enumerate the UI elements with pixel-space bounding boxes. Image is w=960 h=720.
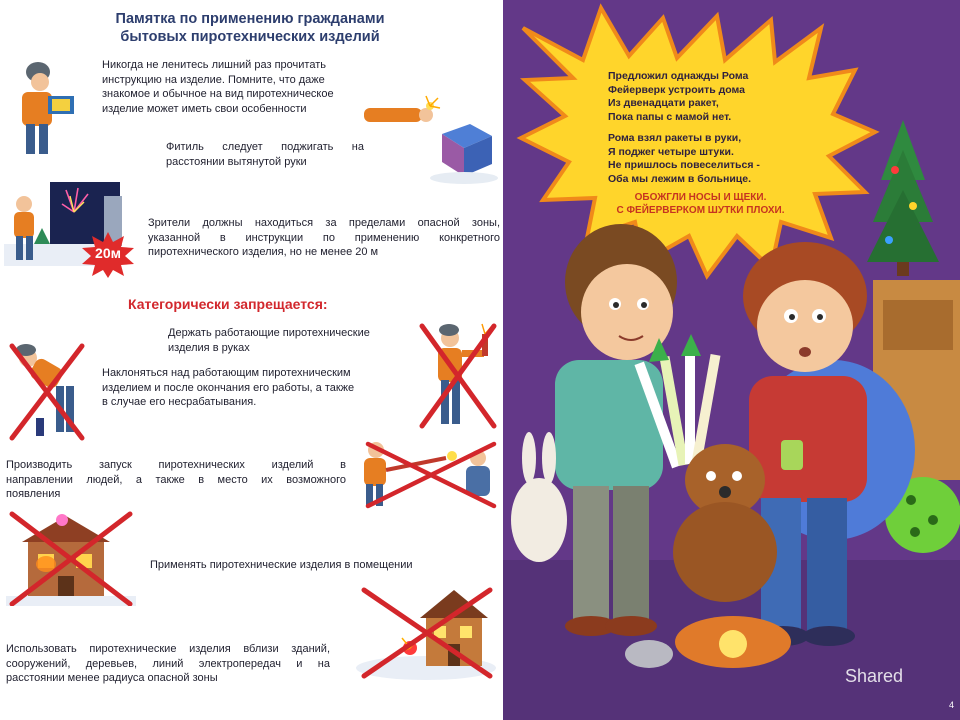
ban-indoor-use: Применять пиротехнические изделия в помещении: [150, 559, 413, 571]
rule-fuse-distance: Фитиль следует поджигать на расстоянии вытянутой руки: [166, 141, 364, 168]
poem-poster: [503, 0, 960, 720]
ban-leaning-over: Наклоняться над работающим пиротехническим изделием и после окончания его работы, а также в случае его несрабатывания.: [102, 367, 355, 408]
watermark: Shared: [845, 666, 904, 686]
rule-safe-distance: Зрители должны находиться за пределами опасной зоны, указанной в инструкции по применению конкретного пиротехнического изделия, но не менее 20 м: [148, 217, 500, 258]
poem-moral: ОБОЖГЛИ НОСЫ И ЩЕКИ. С ФЕЙЕРВЕРКОМ ШУТКИ ПЛОХИ.: [616, 192, 785, 216]
memo-title: Памятка по применению гражданами бытовых пиротехнических изделий: [115, 11, 385, 45]
leaning-over-firework-crossed-illustration: [6, 332, 88, 442]
near-buildings-crossed-illustration: [356, 582, 498, 680]
poem-text: Предложил однажды Рома Фейерверк устроить дома Из двенадцати ракет, Пока папы с мамой нет. Рома взял ракеты в руки, Я поджег четыре штуки. Не пришлось повеселиться - Оба мы лежим в больнице. ОБОЖГЛИ НОСЫ И ЩЕКИ. С ФЕЙЕРВЕРКОМ ШУТКИ ПЛОХИ.: [608, 70, 793, 217]
lighting-fuse-illustration: [364, 94, 498, 184]
forbidden-heading: Категорически запрещается:: [128, 296, 328, 312]
rule-read-instructions: Никогда не ленитесь лишний раз прочитать инструкцию на изделие. Помните, что даже знакомое и обычное на вид пиротехническое изделие может иметь свои особенности: [102, 59, 334, 115]
ban-launching-at-people: Производить запуск пиротехнических изделий в направлении людей, а также в место их возможного появления: [6, 459, 346, 500]
distance-badge-label: 20м: [95, 245, 121, 261]
indoor-use-crossed-illustration: [6, 510, 136, 606]
holding-firework-crossed-illustration: [416, 320, 500, 432]
page-number: 4: [949, 700, 955, 710]
ban-holding-in-hands: Держать работающие пиротехнические изделия в руках: [168, 327, 370, 354]
ban-near-buildings: Использовать пиротехнические изделия вблизи зданий, сооружений, деревьев, линий электропередач и на расстоянии менее радиуса опасной зоны: [6, 643, 330, 684]
launching-at-people-crossed-illustration: [360, 436, 500, 512]
reading-instructions-illustration: [8, 58, 88, 158]
